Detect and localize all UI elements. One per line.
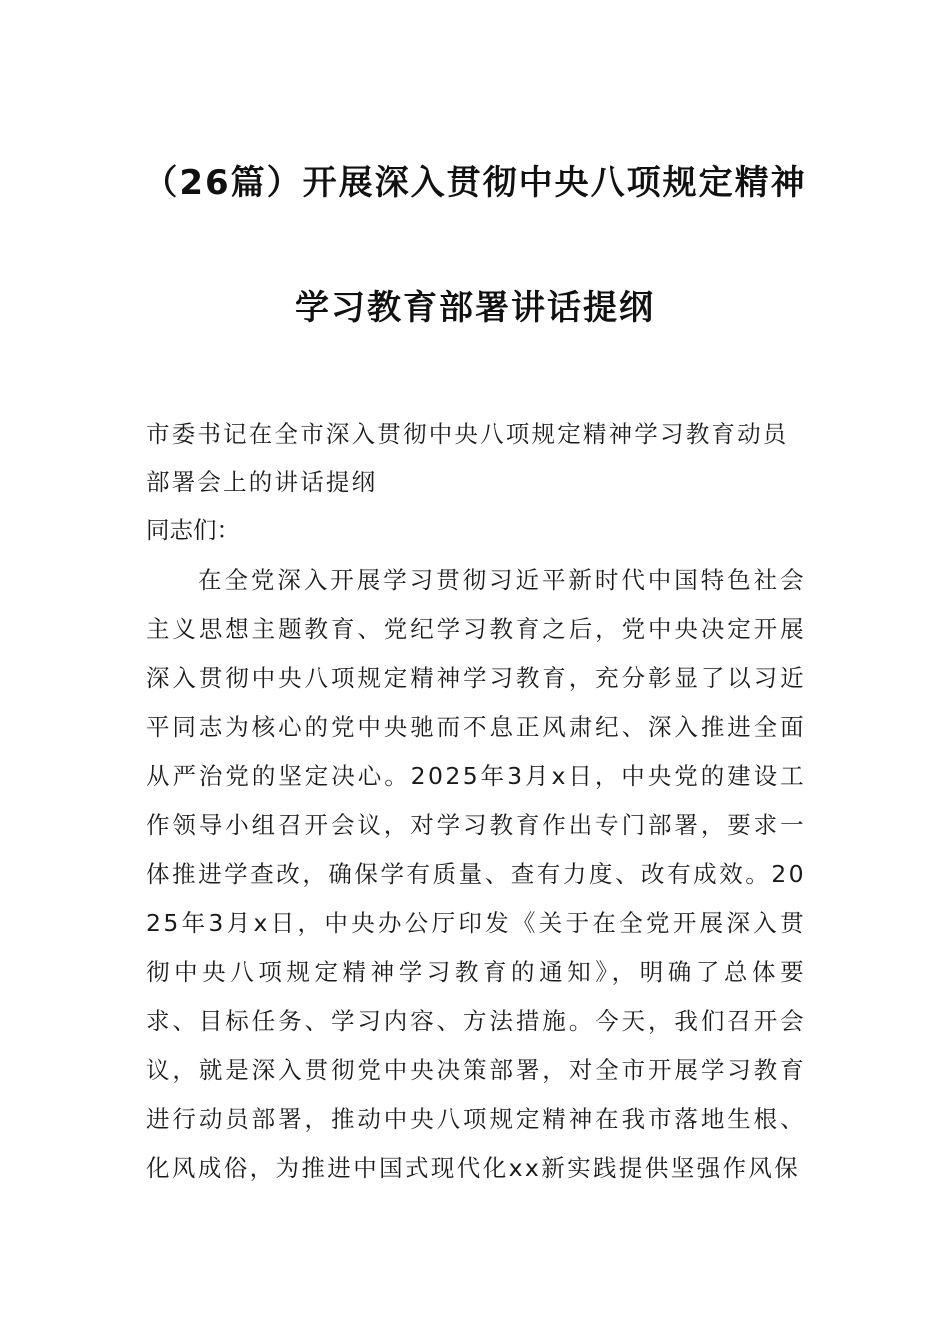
speech-subtitle-line-2: 部署会上的讲话提纲 [146, 468, 378, 496]
salutation: 同志们： [146, 516, 240, 544]
speech-subtitle-line-1: 市委书记在全市深入贯彻中央八项规定精神学习教育动员 [146, 420, 789, 448]
body-paragraph: 在全党深入开展学习贯彻习近平新时代中国特色社会主义思想主题教育、党纪学习教育之后，党中央决定开展深入贯彻中央八项规定精神学习教育，充分彰显了以习近平同志为核心的党中央驰而不息正风肃纪、深入推进全面从严治党的坚定决心。2025年3月x日，中央党的建设工作领导小组召开会议，对学习教育作出专门部署，要求一体推进学查改，确保学有质量、查有力度、改有成效。2025年3月x日，中央办公厅印发《关于在全党开展深入贯彻中央八项规定精神学习教育的通知》，明确了总体要求、目标任务、学习内容、方法措施。今天，我们召开会议，就是深入贯彻党中央决策部署，对全市开展学习教育进行动员部署，推动中央八项规定精神在我市落地生根、化风成俗，为推进中国式现代化xx新实践提供坚强作风保 [146, 566, 806, 1182]
speech-subtitle [146, 410, 806, 506]
document-title-line-1: （26篇）开展深入贯彻中央八项规定精神 [143, 163, 807, 203]
document-title-line-2: 学习教育部署讲话提纲 [295, 288, 655, 328]
document-body [146, 410, 806, 1193]
